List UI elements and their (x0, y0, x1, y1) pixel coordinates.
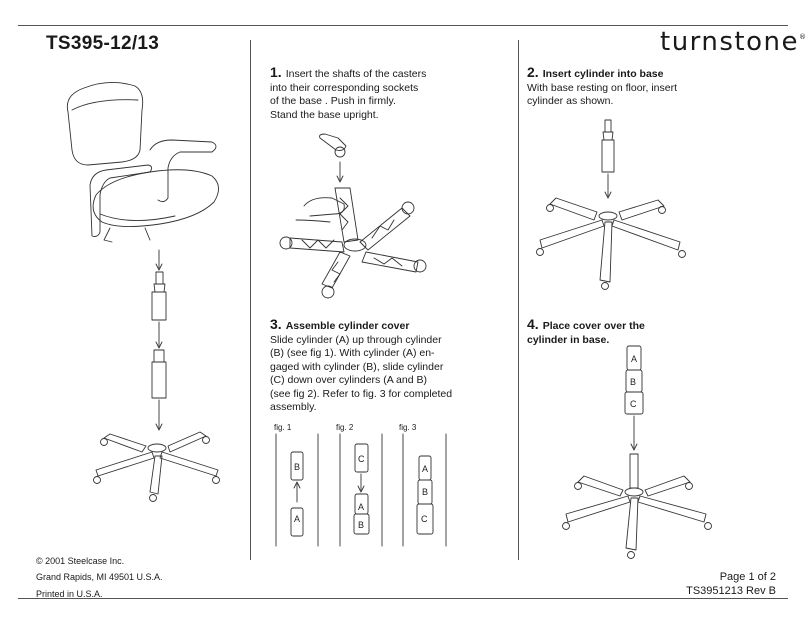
step-4-part: C (630, 399, 637, 409)
step-2-number: 2. (527, 64, 539, 80)
step-3-line: gaged with cylinder (B), slide cylinder (270, 360, 444, 373)
fig-1-part: B (294, 462, 301, 472)
step-4-heading: cylinder in base. (527, 333, 610, 346)
step-3-line: (see fig 2). Refer to fig. 3 for completed (270, 387, 453, 400)
fig-2-label: fig. 2 (336, 423, 354, 432)
step-3-line: Slide cylinder (A) up through cylinder (270, 333, 442, 346)
brand-name: turnstone (660, 27, 800, 57)
step-1-line: of the base . Push in firmly. (270, 95, 396, 107)
step-4-heading: Place cover over the (542, 320, 645, 332)
fig-2-part: C (358, 454, 365, 464)
address: Grand Rapids, MI 49501 U.S.A. (36, 572, 163, 582)
step-1-line: Stand the base upright. (270, 108, 379, 121)
registered-mark: ® (799, 33, 807, 41)
fig-2-part: A (358, 502, 365, 512)
step-4-part: A (631, 354, 638, 364)
footer-page-info (600, 570, 776, 598)
document-title: TS395-12/13 (46, 33, 160, 54)
fig-3-label: fig. 3 (399, 423, 417, 432)
fig-1-part: A (294, 514, 301, 524)
step-4-part: B (630, 377, 637, 387)
step-2-heading: Insert cylinder into base (542, 68, 664, 80)
step-3-number: 3. (270, 316, 282, 332)
fig-1-label: fig. 1 (274, 423, 292, 432)
step-1-line: Insert the shafts of the casters (285, 68, 427, 80)
printed-in: Printed in U.S.A. (36, 589, 103, 599)
step-2-line: cylinder as shown. (527, 95, 614, 107)
step-3-line: (C) down over cylinders (A and B) (270, 374, 427, 386)
document-number: TS3951213 Rev B (686, 585, 776, 597)
copyright: © 2001 Steelcase Inc. (36, 556, 125, 566)
step-3-heading: Assemble cylinder cover (285, 320, 410, 332)
step-1-line: into their corresponding sockets (270, 81, 419, 94)
step-4-number: 4. (527, 316, 539, 332)
fig-3-part: B (422, 487, 429, 497)
fig-2-part: B (358, 520, 365, 530)
fig-3-part: A (422, 464, 429, 474)
step-3-line: (B) (see fig 1). With cylinder (A) en- (270, 347, 435, 359)
page-number: Page 1 of 2 (719, 571, 776, 583)
fig-3-part: C (421, 514, 428, 524)
step-3-line: assembly. (270, 401, 317, 413)
step-1-number: 1. (270, 64, 282, 80)
footer-info (36, 555, 256, 601)
step-2-line: With base resting on floor, insert (527, 81, 677, 94)
